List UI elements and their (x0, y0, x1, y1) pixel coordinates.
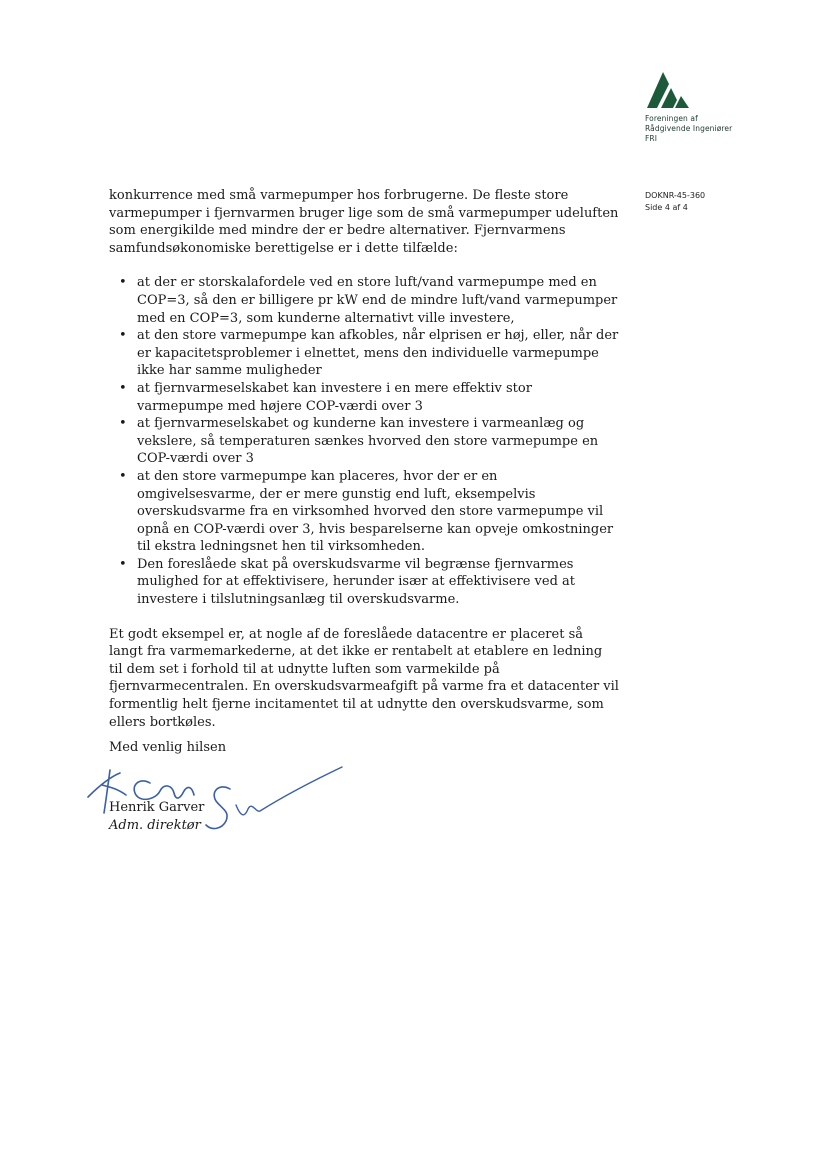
signer-title: Adm. direktør (109, 818, 201, 833)
argument-list (109, 274, 619, 608)
fri-logo (645, 70, 785, 144)
list-item: • at der er storskalafordele ved en store luft/vand varmepumpe med en COP=3, så den er billigere pr kW end de mindre luft/vand varmepumper med en COP=3, som kunderne alternativt ville investere, (137, 274, 619, 327)
document-meta (645, 190, 705, 214)
logo-text (645, 114, 785, 144)
fri-logo-mark-icon (645, 70, 693, 110)
logo-line-3: FRI (645, 134, 658, 143)
list-item: • at den store varmepumpe kan placeres, hvor der er en omgivelsesvarme, der er mere gunstig end luft, eksempelvis overskudsvarme fra en virksomhed hvorved den store varmepumpe vil opnå en COP-værdi over 3, hvis besparelserne kan opveje omkostninger til ekstra ledningsnet hen til virksomheden. (137, 468, 619, 556)
list-item: • at fjernvarmeselskabet og kunderne kan investere i varmeanlæg og vekslere, så temperaturen sænkes hvorved den store varmepumpe en COP-værdi over 3 (137, 415, 619, 468)
intro-paragraph: konkurrence med små varmepumper hos forbrugerne. De fleste store varmepumper i fjernvarmen bruger lige som de små varmepumper udeluften som energikilde med mindre der er bedre alternativer. Fjernvarmens samfundsøkonomiske berettigelse er i dette tilfælde: (109, 188, 619, 256)
page-number: Side 4 af 4 (645, 203, 688, 212)
letter-body (109, 187, 619, 731)
signer-name: Henrik Garver (109, 800, 205, 815)
document-number: DOKNR-45-360 (645, 191, 706, 200)
logo-line-2: Rådgivende Ingeniører (645, 124, 733, 133)
list-item: • at den store varmepumpe kan afkobles, når elprisen er høj, eller, når der er kapacitetsproblemer i elnettet, mens den individuelle varmepumpe ikke har samme muligheder (137, 327, 619, 380)
list-item: • Den foreslåede skat på overskudsvarme vil begrænse fjernvarmes mulighed for at effektivisere, herunder især at effektivisere ved at investere i tilslutningsanlæg til overskudsvarme. (137, 556, 619, 609)
closing-greeting: Med venlig hilsen (109, 740, 227, 755)
example-paragraph: Et godt eksempel er, at nogle af de foreslåede datacentre er placeret så langt fra varmemarkederne, at det ikke er rentabelt at etablere en ledning til dem set i forhold til at udnytte luften som varmekilde på fjernvarmecentralen. En overskudsvarmeafgift på varme fra et datacenter vil formentlig helt fjerne incitamentet til at udnytte den overskudsvarme, som ellers bortkøles. (109, 626, 619, 730)
list-item: • at fjernvarmeselskabet kan investere i en mere effektiv stor varmepumpe med højere COP-værdi over 3 (137, 380, 619, 415)
logo-line-1: Foreningen af (645, 114, 698, 123)
